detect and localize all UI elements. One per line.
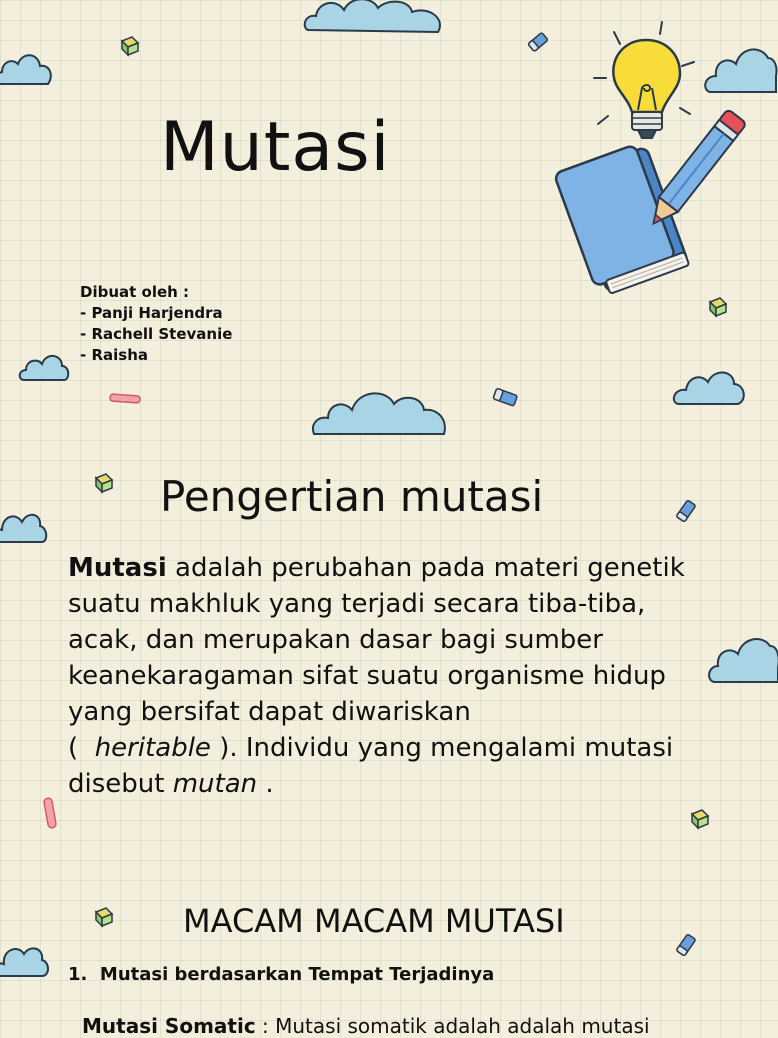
author-item: - Rachell Stevanie — [80, 325, 233, 343]
list-item — [68, 964, 494, 985]
cloud-icon — [708, 624, 778, 686]
cloud-icon — [0, 932, 48, 980]
credits-block — [80, 282, 232, 366]
cube-icon — [706, 294, 730, 318]
section-title: Pengertian mutasi — [160, 472, 544, 521]
cloud-icon — [672, 366, 746, 408]
author-item: - Raisha — [80, 346, 148, 364]
definition-paragraph — [68, 550, 708, 802]
cube-icon — [118, 33, 142, 57]
cloud-icon — [704, 36, 776, 98]
content-slide — [0, 432, 768, 1038]
paragraph-text: ( — [68, 733, 95, 763]
term-bold: Mutasi — [68, 553, 167, 583]
pink-eraser-icon — [108, 392, 142, 406]
cloud-icon — [0, 44, 56, 90]
cube-icon — [92, 904, 116, 928]
eraser-icon — [672, 930, 700, 960]
credits-heading: Dibuat oleh : — [80, 283, 190, 301]
term-italic: heritable — [94, 733, 211, 763]
cloud-icon — [302, 0, 448, 40]
presentation-title: Mutasi — [160, 108, 391, 187]
paragraph-text: adalah perubahan pada materi genetik suatu makhluk yang terjadi secara tiba-tiba, acak, dan merupakan dasar bagi sumber keanekaragaman sifat suatu organisme hidup yang bersifat dapat diwariskan — [68, 553, 685, 727]
subsection-heading: MACAM MACAM MUTASI — [183, 902, 565, 940]
cloud-icon — [18, 350, 70, 384]
cloud-icon — [310, 386, 450, 436]
cloud-icon — [0, 502, 48, 546]
list-text: Mutasi berdasarkan Tempat Terjadinya — [99, 964, 495, 985]
term-italic: mutan — [172, 769, 258, 799]
paragraph-text: : Mutasi somatik adalah adalah mutasi — [255, 1014, 650, 1038]
eraser-icon — [672, 496, 700, 526]
author-item: - Panji Harjendra — [80, 304, 223, 322]
term-bold: Mutasi Somatic — [82, 1014, 256, 1038]
pink-eraser-icon — [40, 796, 60, 830]
pencil-icon — [640, 102, 750, 242]
title-slide — [0, 0, 768, 432]
paragraph-text: ). Individu yang mengalami mutasi disebut — [68, 733, 674, 799]
paragraph-text: . — [257, 769, 274, 799]
cube-icon — [92, 470, 116, 494]
eraser-icon — [490, 386, 522, 410]
cube-icon — [688, 806, 712, 830]
list-number: 1. — [68, 964, 88, 985]
eraser-icon — [524, 28, 552, 56]
cut-off-line — [82, 1014, 650, 1038]
